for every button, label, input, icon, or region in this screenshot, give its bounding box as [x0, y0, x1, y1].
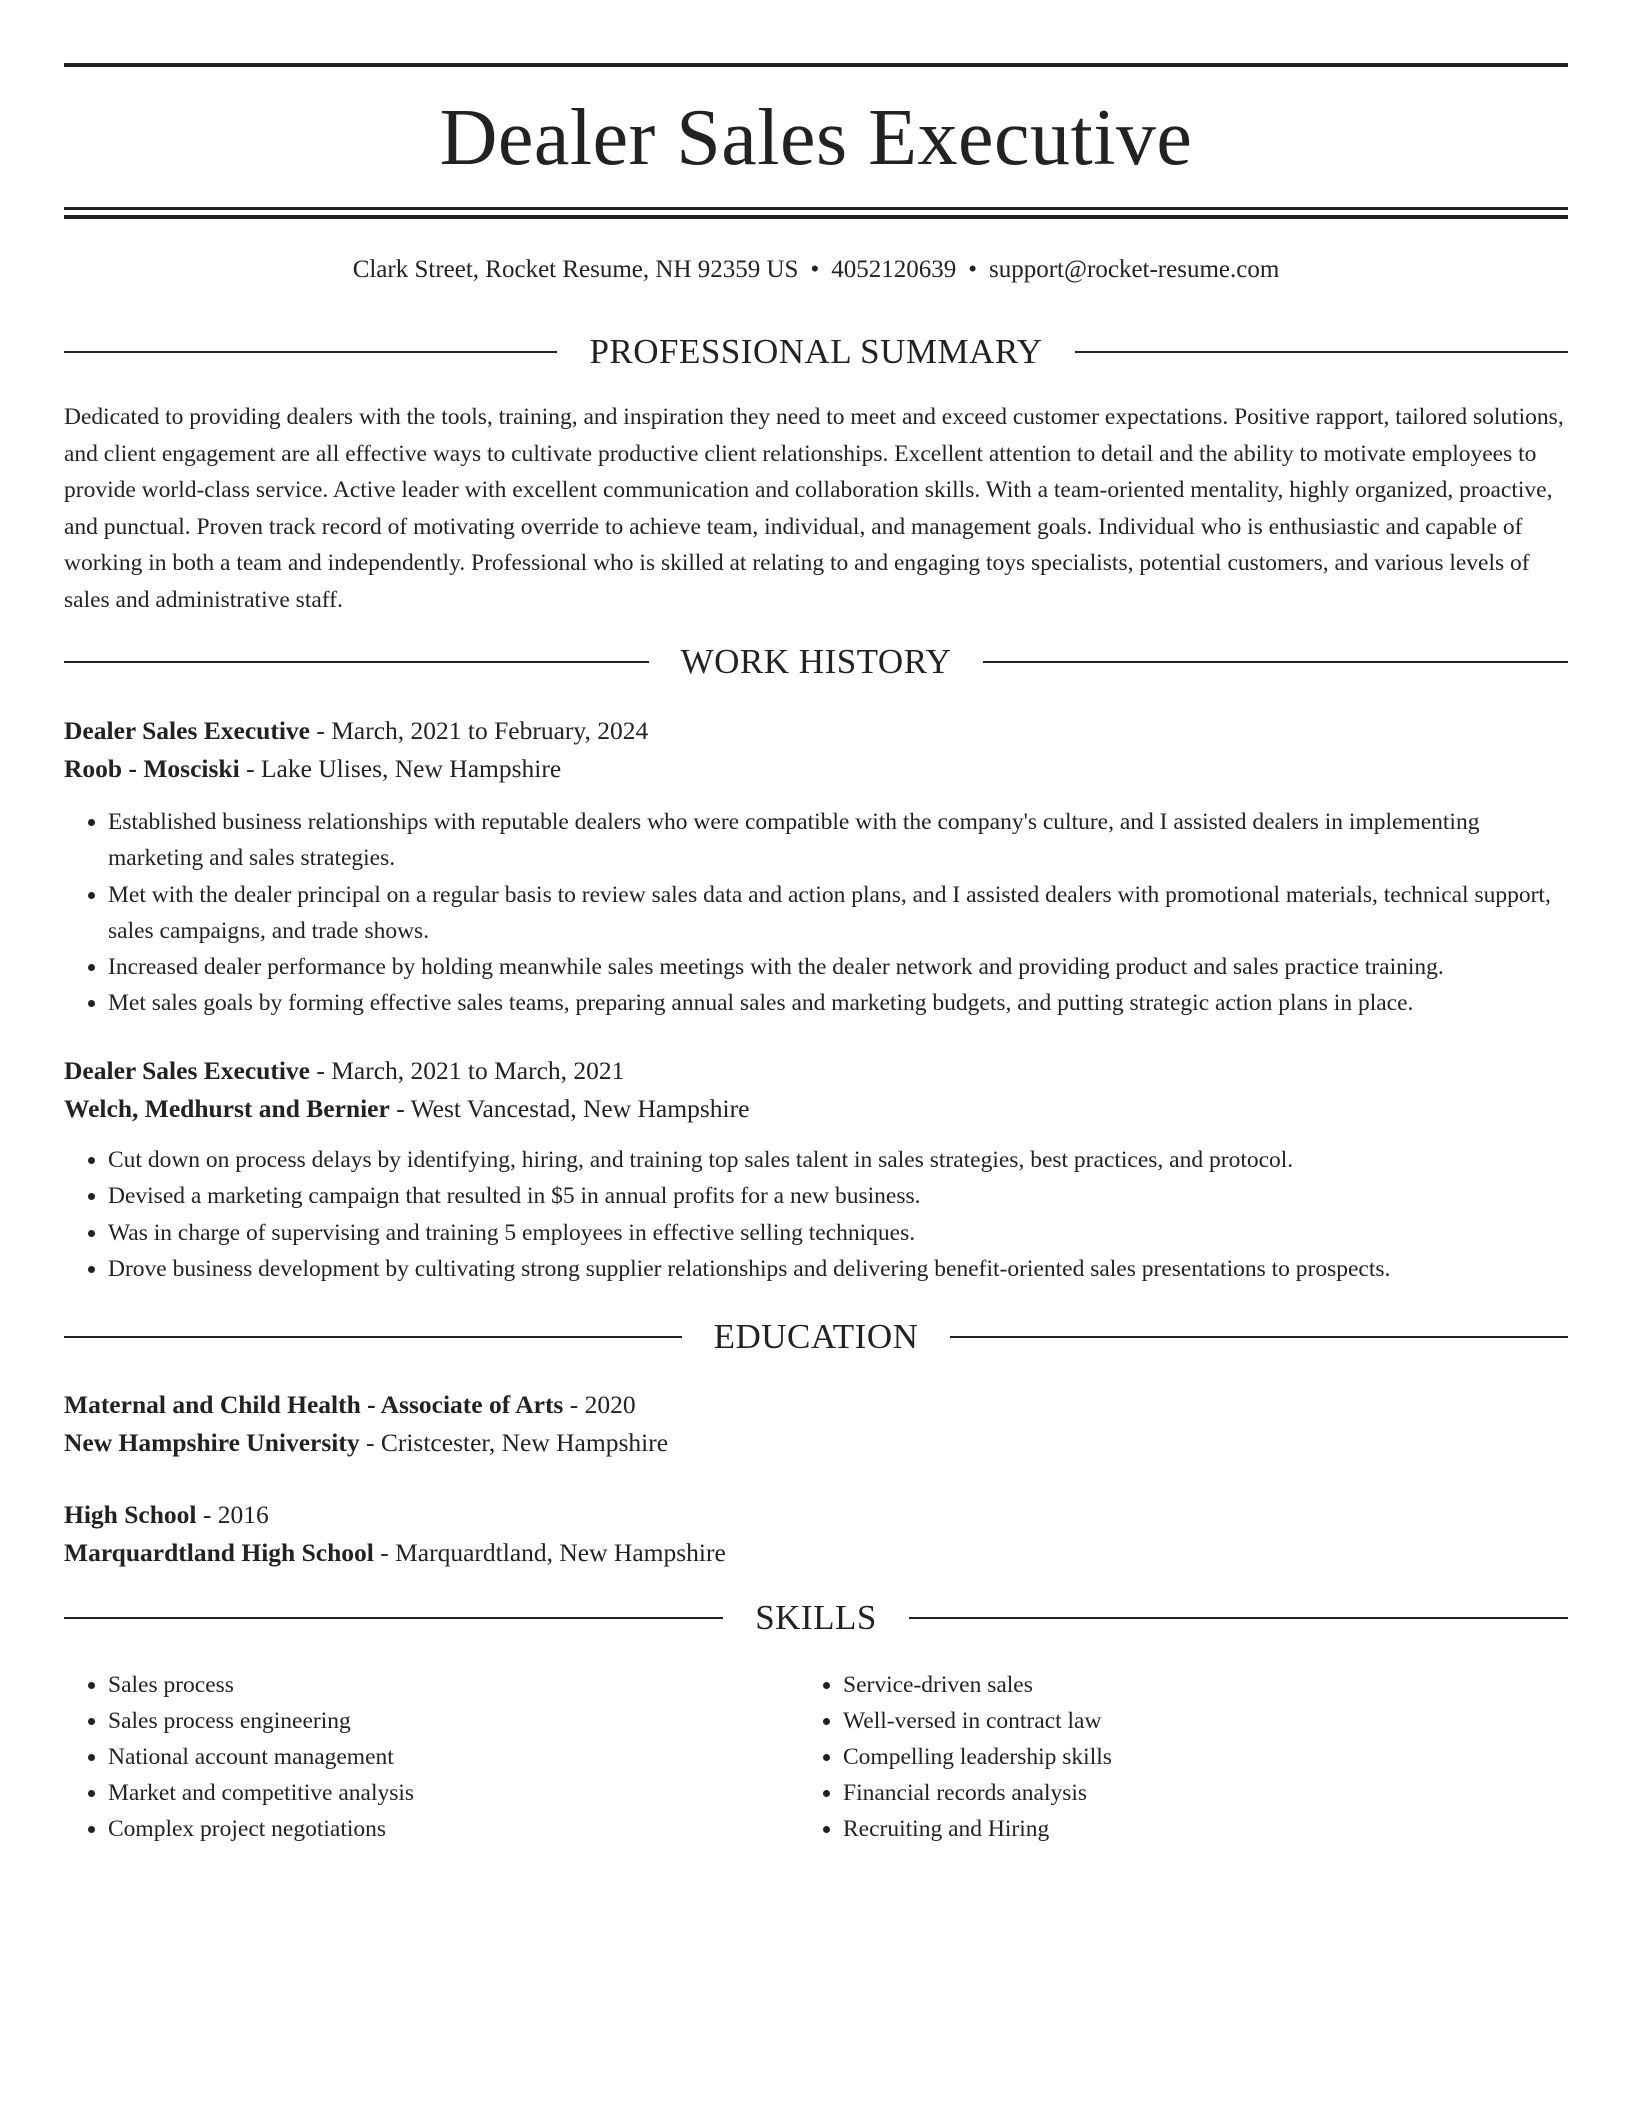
- section-rule-left: [64, 661, 649, 663]
- job-role: Dealer Sales Executive: [64, 1056, 310, 1085]
- job-entry: [64, 1052, 1568, 1287]
- job-bullets: [64, 1142, 1568, 1287]
- section-header-education: [64, 1315, 1568, 1359]
- skills-list: [799, 1667, 1499, 1847]
- job-dates: - March, 2021 to March, 2021: [309, 1056, 625, 1085]
- job-bullet: • Drove business development by cultivating strong supplier relationships and delivering benefit-oriented sales presentations to prospects.: [108, 1251, 1568, 1287]
- skills-column-left: [64, 1667, 764, 1847]
- job-title-line: [64, 712, 1568, 750]
- job-bullets: [64, 804, 1568, 1022]
- skill-item: • Well-versed in contract law: [843, 1703, 1499, 1739]
- education-entry: [64, 1386, 1568, 1462]
- section-rule-right: [950, 1336, 1568, 1338]
- job-bullet: • Increased dealer performance by holding meanwhile sales meetings with the dealer network and providing product and sales practice training.: [108, 949, 1568, 985]
- education-degree-line: [64, 1386, 1568, 1424]
- section-rule-left: [64, 351, 557, 353]
- job-bullet: • Met sales goals by forming effective sales teams, preparing annual sales and marketing budgets, and putting strategic action plans in place.: [108, 985, 1568, 1021]
- job-company-line: [64, 750, 1568, 788]
- skill-item: • Market and competitive analysis: [108, 1775, 764, 1811]
- job-location: - Lake Ulises, New Hampshire: [239, 754, 562, 783]
- education-school: Marquardtland High School: [64, 1538, 374, 1567]
- contact-separator: •: [968, 256, 977, 283]
- skill-item: • Compelling leadership skills: [843, 1739, 1499, 1775]
- contact-email: support@rocket-resume.com: [989, 256, 1280, 283]
- job-bullet: • Met with the dealer principal on a regular basis to review sales data and action plans, and I assisted dealers with promotional materials, technical support, sales campaigns, and trade shows.: [108, 877, 1568, 950]
- contact-address: Clark Street, Rocket Resume, NH 92359 US: [352, 256, 799, 283]
- job-bullet: • Established business relationships with reputable dealers who were compatible with the company's culture, and I assisted dealers in implementing marketing and sales strategies.: [108, 804, 1568, 877]
- education-degree: Maternal and Child Health - Associate of Arts: [64, 1390, 564, 1419]
- header-top-rule: [64, 63, 1568, 67]
- education-year: - 2016: [196, 1500, 269, 1529]
- skill-item: • Recruiting and Hiring: [843, 1811, 1499, 1847]
- education-school: New Hampshire University: [64, 1428, 360, 1457]
- header-double-rule-upper: [64, 207, 1568, 210]
- contact-separator: •: [810, 256, 820, 283]
- section-title-work: WORK HISTORY: [680, 642, 952, 681]
- job-company-line: [64, 1090, 1568, 1128]
- section-header-work: [64, 640, 1568, 684]
- job-company: Welch, Medhurst and Bernier: [64, 1094, 390, 1123]
- section-rule-right: [909, 1617, 1568, 1619]
- education-year: - 2020: [563, 1390, 636, 1419]
- skill-item: • Financial records analysis: [843, 1775, 1499, 1811]
- education-degree-line: [64, 1496, 1568, 1534]
- contact-line: [64, 254, 1568, 286]
- section-rule-right: [1075, 351, 1568, 353]
- skill-item: • Sales process: [108, 1667, 764, 1703]
- skill-item: • Service-driven sales: [843, 1667, 1499, 1703]
- skill-item: • National account management: [108, 1739, 764, 1775]
- education-school-line: [64, 1534, 1568, 1572]
- section-rule-left: [64, 1617, 723, 1619]
- job-dates: - March, 2021 to February, 2024: [309, 716, 649, 745]
- education-location: - Marquardtland, New Hampshire: [373, 1538, 726, 1567]
- education-school-line: [64, 1424, 1568, 1462]
- section-title-skills: SKILLS: [755, 1598, 877, 1637]
- skills-column-right: [799, 1667, 1499, 1847]
- section-rule-left: [64, 1336, 682, 1338]
- job-bullet: • Was in charge of supervising and training 5 employees in effective selling techniques.: [108, 1215, 1568, 1251]
- education-location: - Cristcester, New Hampshire: [359, 1428, 669, 1457]
- header-double-rule-lower: [64, 215, 1568, 219]
- section-title-summary: PROFESSIONAL SUMMARY: [589, 332, 1043, 371]
- job-entry: [64, 712, 1568, 1022]
- education-degree: High School: [64, 1500, 197, 1529]
- job-role: Dealer Sales Executive: [64, 716, 310, 745]
- summary-text: Dedicated to providing dealers with the tools, training, and inspiration they need to meet and exceed customer expectations. Positive rapport, tailored solutions, and client engagement are all effective ways to cultivate productive client relationships. Excellent attention to detail and the ability to motivate employees to provide world-class service. Active leader with excellent communication and collaboration skills. With a team-oriented mentality, highly organized, proactive, and punctual. Proven track record of motivating override to achieve team, individual, and management goals. Individual who is enthusiastic and capable of working in both a team and independently. Professional who is skilled at relating to and engaging toys specialists, potential customers, and various levels of sales and administrative staff.: [64, 404, 1564, 613]
- education-entry: [64, 1496, 1568, 1572]
- skill-item: • Complex project negotiations: [108, 1811, 764, 1847]
- job-company: Roob - Mosciski: [64, 754, 240, 783]
- job-title-line: [64, 1052, 1568, 1090]
- skills-list: [64, 1667, 764, 1847]
- contact-phone: 4052120639: [831, 256, 957, 283]
- job-bullet: • Cut down on process delays by identifying, hiring, and training top sales talent in sales strategies, best practices, and protocol.: [108, 1142, 1568, 1178]
- skill-item: • Sales process engineering: [108, 1703, 764, 1739]
- section-rule-right: [983, 661, 1568, 663]
- section-header-skills: [64, 1596, 1568, 1640]
- job-bullet: • Devised a marketing campaign that resulted in $5 in annual profits for a new business.: [108, 1178, 1568, 1214]
- resume-name: Dealer Sales Executive: [439, 94, 1193, 182]
- section-title-education: EDUCATION: [713, 1317, 919, 1356]
- job-location: - West Vancestad, New Hampshire: [389, 1094, 750, 1123]
- section-header-summary: [64, 330, 1568, 374]
